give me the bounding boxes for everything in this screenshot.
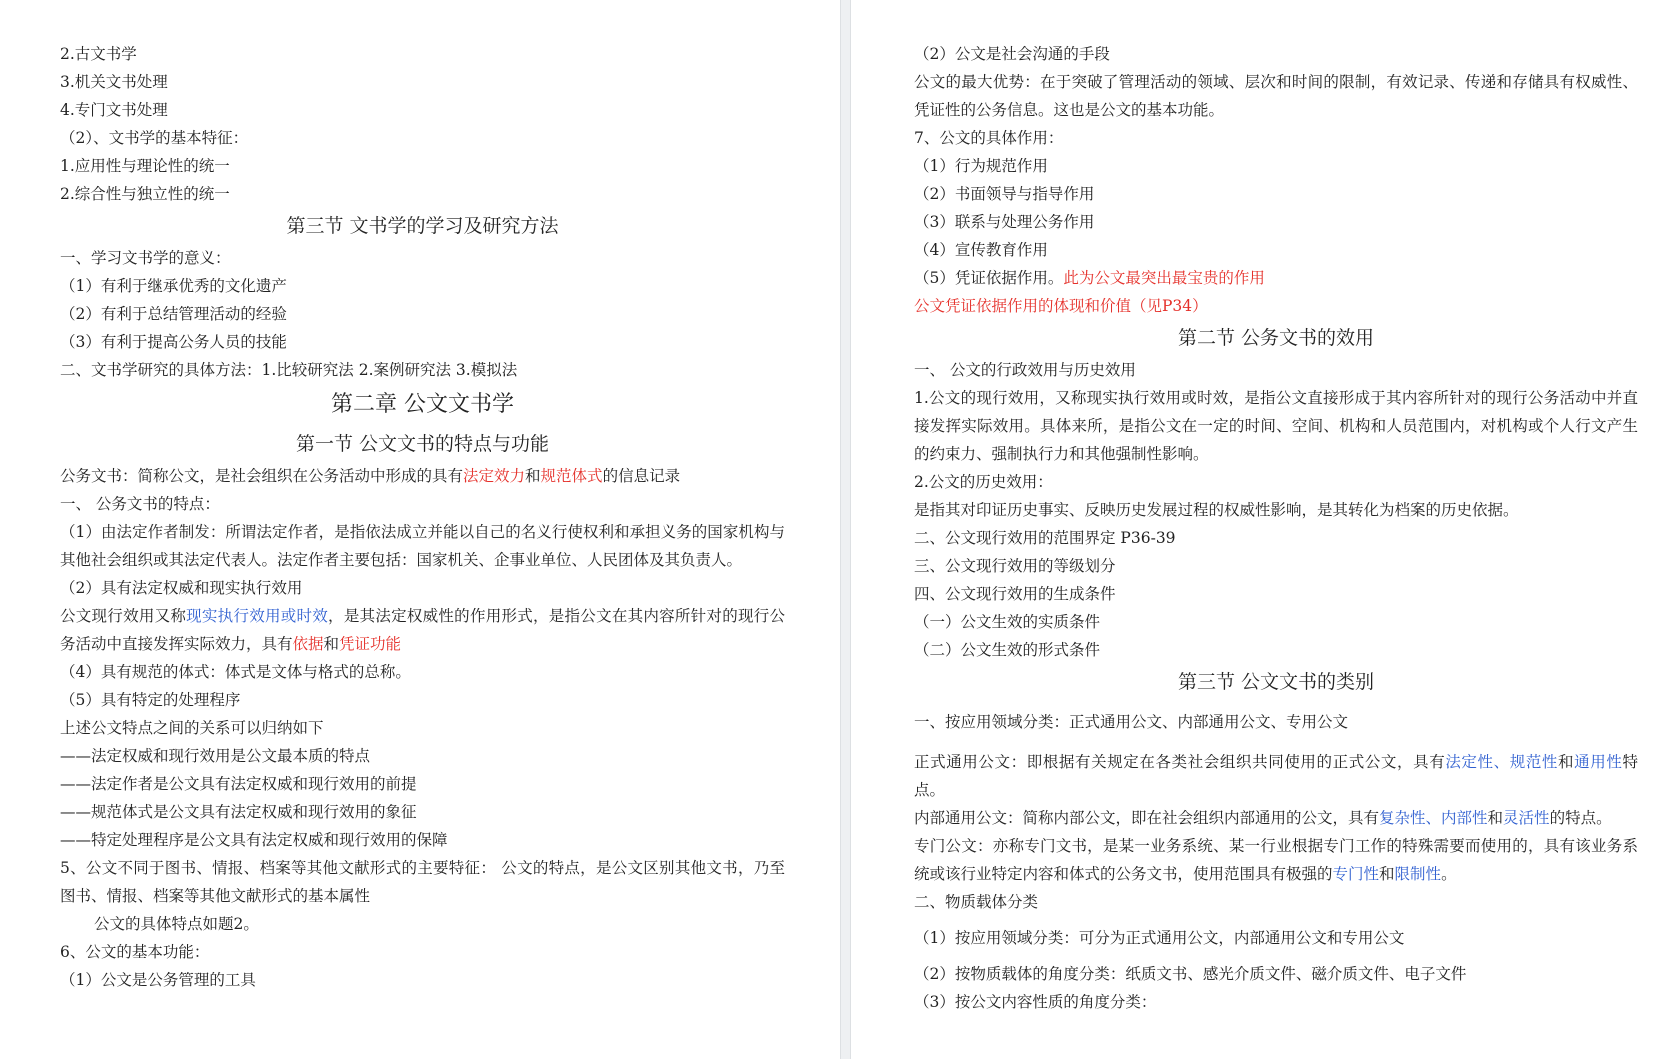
highlight-red: 依据 — [292, 635, 324, 653]
right-page — [914, 40, 1638, 1016]
text-line: 2.公文的历史效用： — [914, 473, 1053, 491]
text-run: 正式通用公文：即根据有关规定在各类社会组织共同使用的正式公文，具有 — [914, 753, 1446, 771]
text-line: ——法定权威和现行效用是公文最本质的特点 — [60, 747, 371, 765]
page-gutter — [840, 0, 851, 1059]
highlight-red: 法定效力 — [463, 467, 526, 485]
text-line: （2）书面领导与指导作用 — [914, 185, 1095, 203]
definition-line — [60, 462, 785, 490]
left-page — [60, 40, 785, 994]
section-heading: 第二节 公务文书的效用 — [1177, 327, 1375, 349]
text-line: 二、文书学研究的具体方法：1.比较研究法 2.案例研究法 3.模拟法 — [60, 361, 518, 379]
highlight-blue: 通用性 — [1574, 753, 1623, 771]
text-line: （3）按公文内容性质的角度分类： — [914, 993, 1157, 1011]
text-line: 2.古文书学 — [60, 45, 137, 63]
text-run: 的特点。 — [1549, 809, 1612, 827]
text-line: （3）联系与处理公务作用 — [914, 213, 1095, 231]
highlight-red: 此为公文最突出最宝贵的作用 — [1063, 269, 1265, 287]
paragraph: （1）由法定作者制发：所谓法定作者，是指依法成立并能以自己的名义行使权利和承担义务的国家机构与其他社会组织或其法定代表人。法定作者主要包括：国家机关、企事业单位、人民团体及其负责人。 — [60, 523, 785, 569]
text-line: 二、物质载体分类 — [914, 893, 1039, 911]
paragraph: 公文的最大优势：在于突破了管理活动的领域、层次和时间的限制，有效记录、传递和存储具有权威性、凭证性的公务信息。这也是公文的基本功能。 — [914, 73, 1638, 119]
text-line: （1）按应用领域分类：可分为正式通用公文，内部通用公文和专用公文 — [914, 929, 1405, 947]
text-line: 公文的具体特点如题2。 — [94, 915, 259, 933]
highlight-red: 规范体式 — [540, 467, 603, 485]
text-line: （2）有利于总结管理活动的经验 — [60, 305, 287, 323]
text-line: ——规范体式是公文具有法定权威和现行效用的象征 — [60, 803, 417, 821]
text-run: 公文现行效用又称 — [60, 607, 187, 625]
text-line — [914, 264, 1638, 292]
highlight-red: 凭证功能 — [339, 635, 402, 653]
section-heading: 第三节 文书学的学习及研究方法 — [286, 215, 559, 237]
text-line: 2.综合性与独立性的统一 — [60, 185, 230, 203]
text-line: 一、按应用领域分类：正式通用公文、内部通用公文、专用公文 — [914, 713, 1349, 731]
text-line: （4）宣传教育作用 — [914, 241, 1048, 259]
highlight-blue: 现实执行效用或时效 — [186, 607, 329, 625]
text-line: 上述公文特点之间的关系可以归纳如下 — [60, 719, 324, 737]
section-heading: 第一节 公文文书的特点与功能 — [295, 433, 550, 455]
text-run: 和 — [1487, 809, 1504, 827]
chapter-heading: 第二章 公文文书学 — [331, 392, 514, 417]
highlight-blue: 专门性 — [1332, 865, 1380, 883]
section-heading: 第三节 公文文书的类别 — [1177, 671, 1375, 693]
text-run: 特点。 — [914, 753, 1638, 799]
text-line: 4.专门文书处理 — [60, 101, 168, 119]
text-run: ，是其法定权威性的作用形式，是指公文在其内容所针对的现行公务活动中直接发挥实际效力，具有 — [60, 607, 785, 653]
text-line: 3.机关文书处理 — [60, 73, 168, 91]
paragraph: 1.公文的现行效用，又称现实执行效用或时效，是指公文直接形成于其内容所针对的现行公务活动中并直接发挥实际效用。具体来所，是指公文在一定的时间、空间、机构和人员范围内，对机构或个人行文产生的约束力、强制执行力和其他强制性影响。 — [914, 389, 1638, 463]
highlight-blue: 复杂性、内部性 — [1379, 809, 1488, 827]
text-line: 是指其对印证历史事实、反映历史发展过程的权威性影响，是其转化为档案的历史依据。 — [914, 501, 1519, 519]
text-line: （二）公文生效的形式条件 — [914, 641, 1101, 659]
text-line: 二、公文现行效用的范围界定 P36-39 — [914, 529, 1176, 547]
text-line: 6、公文的基本功能： — [60, 943, 210, 961]
text-line: （1）行为规范作用 — [914, 157, 1048, 175]
text-line: 一、 公文的行政效用与历史效用 — [914, 361, 1136, 379]
text-run: 。 — [1441, 865, 1457, 883]
text-run: 的信息记录 — [602, 467, 681, 485]
text-run: 内部通用公文：简称内部公文，即在社会组织内部通用的公文，具有 — [914, 809, 1380, 827]
paragraph — [914, 832, 1638, 888]
text-line: ——特定处理程序是公文具有法定权威和现行效用的保障 — [60, 831, 448, 849]
text-run: 和 — [1558, 753, 1575, 771]
text-line: （3）有利于提高公务人员的技能 — [60, 333, 287, 351]
text-line: 一、 公务文书的特点： — [60, 495, 220, 513]
text-line: （2）、文书学的基本特征： — [60, 129, 249, 147]
highlight-blue: 限制性 — [1394, 865, 1442, 883]
text-run: 和 — [525, 467, 541, 485]
text-line: （1）公文是公务管理的工具 — [60, 971, 256, 989]
text-line: 四、公文现行效用的生成条件 — [914, 585, 1116, 603]
text-run: 公务文书：简称公文，是社会组织在公务活动中形成的具有 — [60, 467, 464, 485]
text-line: （2）按物质载体的角度分类：纸质文书、感光介质文件、磁介质文件、电子文件 — [914, 965, 1467, 983]
text-line-red: 公文凭证依据作用的体现和价值（见P34） — [914, 297, 1208, 315]
text-line: （2）具有法定权威和现实执行效用 — [60, 579, 303, 597]
paragraph — [914, 804, 1638, 832]
paragraph — [60, 602, 785, 658]
text-line: （5）具有特定的处理程序 — [60, 691, 241, 709]
text-line: （2）公文是社会沟通的手段 — [914, 45, 1110, 63]
paragraph: 5、公文不同于图书、情报、档案等其他文献形式的主要特征： 公文的特点，是公文区别其他文书，乃至图书、情报、档案等其他文献形式的基本属性 — [60, 859, 785, 905]
text-run: 专门公文：亦称专门文书，是某一业务系统、某一行业根据专门工作的特殊需要而使用的，具有该业务系统或该行业特定内容和体式的公务文书，使用范围具有极强的 — [914, 837, 1638, 883]
text-line: 一、学习文书学的意义： — [60, 249, 231, 267]
highlight-blue: 灵活性 — [1503, 809, 1550, 827]
text-run: 和 — [323, 635, 340, 653]
text-line: 1.应用性与理论性的统一 — [60, 157, 230, 175]
text-line: 7、公文的具体作用： — [914, 129, 1064, 147]
text-run: 和 — [1379, 865, 1395, 883]
text-line: （4）具有规范的体式：体式是文体与格式的总称。 — [60, 663, 411, 681]
text-line: 三、公文现行效用的等级划分 — [914, 557, 1116, 575]
text-run: （5）凭证依据作用。 — [914, 269, 1064, 287]
paragraph — [914, 748, 1638, 804]
text-line: ——法定作者是公文具有法定权威和现行效用的前提 — [60, 775, 417, 793]
highlight-blue: 法定性、规范性 — [1445, 753, 1559, 771]
text-line: （一）公文生效的实质条件 — [914, 613, 1101, 631]
text-line: （1）有利于继承优秀的文化遗产 — [60, 277, 287, 295]
